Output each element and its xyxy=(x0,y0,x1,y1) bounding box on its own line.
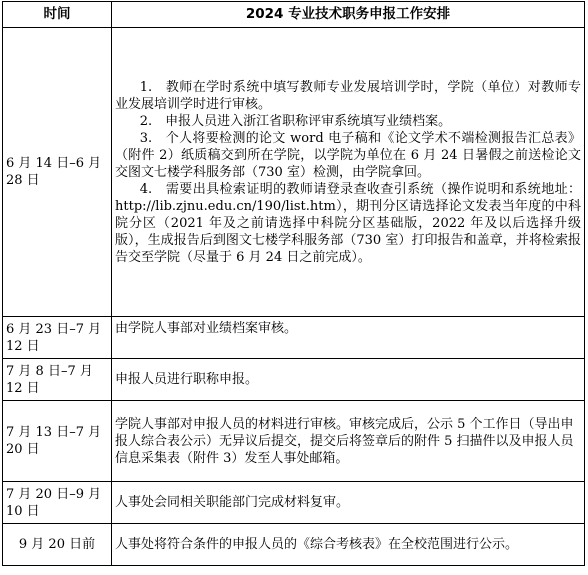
arrangement-cell: 人事处将符合条件的申报人员的《综合考核表》在全校范围进行公示。 xyxy=(112,524,585,566)
arrangement-item: 2. 申报人员进入浙江省职称评审系统填写业绩档案。 xyxy=(139,113,452,129)
table-row xyxy=(3,524,585,566)
arrangement-cell: 人事处会同相关职能部门完成材料复审。 xyxy=(112,482,585,524)
header-time: 时间 xyxy=(3,2,112,28)
time-cell: 7 月 20 日–9 月 10 日 xyxy=(3,482,112,524)
arrangement-item: 1. 教师在学时系统中填写教师专业发展培训学时，学院（单位）对教师专业发展培训学时进行审核。 xyxy=(115,79,581,112)
arrangement-cell: 由学院人事部对业绩档案审核。 xyxy=(112,317,585,359)
table-header-row xyxy=(3,2,585,28)
arrangement-cell: 申报人员进行职称申报。 xyxy=(112,359,585,401)
time-cell: 9 月 20 日前 xyxy=(3,524,112,566)
time-cell: 7 月 13 日–7 月 20 日 xyxy=(3,401,112,482)
table-row xyxy=(3,28,585,317)
arrangement-item: 4. 需要出具检索证明的教师请登录查收查引系统（操作说明和系统地址：http://lib.zjnu.edu.cn/190/list.htm），期刊分区请选择论文发表当年度的中科院分区（2021 年及之前请选择中科院分区基础版，2022 年及以后选择升级版），生成报告后到图文七楼学科服务部（730 室）打印报告和盖章，并将检索报告交至学院（尽量于 6 月 24 日之前完成）。 xyxy=(115,181,581,265)
header-arrangement: 2024 专业技术职务申报工作安排 xyxy=(112,2,585,28)
table-row xyxy=(3,482,585,524)
time-cell: 7 月 8 日–7 月 12 日 xyxy=(3,359,112,401)
table-row xyxy=(3,359,585,401)
schedule-table xyxy=(2,1,585,566)
time-cell: 6 月 14 日–6 月 28 日 xyxy=(3,28,112,317)
arrangement-cell: 学院人事部对申报人员的材料进行审核。审核完成后，公示 5 个工作日（导出申报人综合表公示）无异议后提交，提交后将签章后的附件 5 扫描件以及申报人员信息采集表（附件 3）发至人事处邮箱。 xyxy=(112,401,585,482)
table-row xyxy=(3,401,585,482)
time-cell: 6 月 23 日–7 月 12 日 xyxy=(3,317,112,359)
table-row xyxy=(3,317,585,359)
arrangement-cell xyxy=(112,28,585,317)
arrangement-item: 3. 个人将要检测的论文 word 电子稿和《论文学术不端检测报告汇总表》（附件 2）纸质稿交到所在学院，以学院为单位在 6 月 24 日暑假之前送检论文交图文七楼学科服务部（730 室）检测，由学院拿回。 xyxy=(115,130,581,180)
